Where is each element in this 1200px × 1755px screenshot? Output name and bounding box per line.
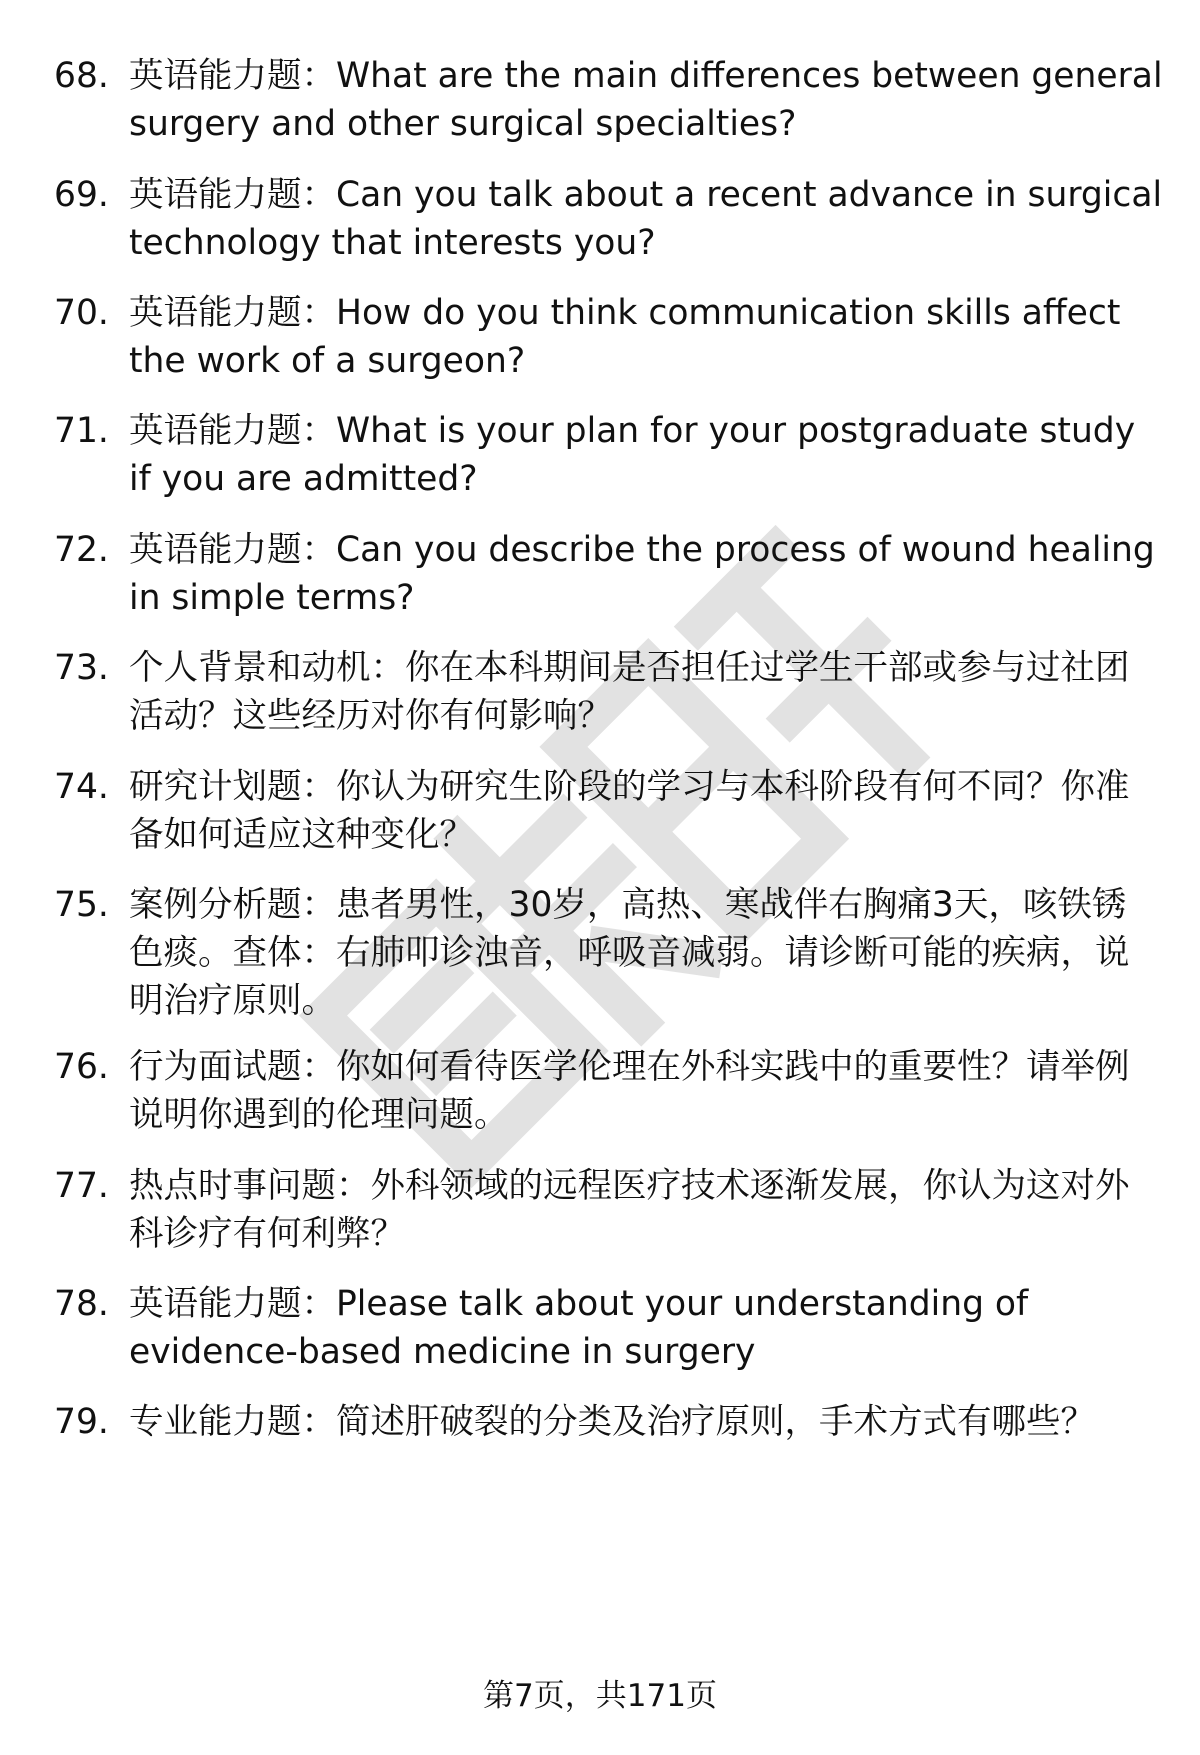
question-text: 英语能力题：What is your plan for your postgraduate study if you are admitted?	[129, 411, 1136, 499]
question-text: 研究计划题：你认为研究生阶段的学习与本科阶段有何不同？你准备如何适应这种变化？	[129, 767, 1130, 855]
question-number: 78.	[54, 1284, 109, 1324]
question-number: 76.	[54, 1047, 109, 1087]
question-number: 77.	[54, 1166, 109, 1206]
question-text: 英语能力题：Please talk about your understanding of evidence-based medicine in surgery	[129, 1284, 1029, 1372]
question-text: 英语能力题：How do you think communication skills affect the work of a surgeon?	[129, 293, 1121, 381]
page-footer: 第7页，共171页	[483, 1678, 717, 1714]
question-text: 专业能力题：简述肝破裂的分类及治疗原则，手术方式有哪些？	[129, 1402, 1095, 1442]
question-number: 70.	[54, 293, 109, 333]
question-number: 75.	[54, 885, 109, 925]
question-number: 74.	[54, 767, 109, 807]
question-text: 热点时事问题：外科领域的远程医疗技术逐渐发展，你认为这对外科诊疗有何利弊？	[129, 1166, 1130, 1254]
question-text: 行为面试题：你如何看待医学伦理在外科实践中的重要性？请举例说明你遇到的伦理问题。	[129, 1047, 1130, 1135]
question-text: 案例分析题：患者男性，30岁，高热、寒战伴右胸痛3天，咳铁锈色痰。查体：右肺叩诊浊音，呼吸音减弱。请诊断可能的疾病，说明治疗原则。	[129, 885, 1130, 1021]
question-number: 73.	[54, 648, 109, 688]
question-number: 72.	[54, 530, 109, 570]
question-text: 英语能力题：Can you talk about a recent advance in surgical technology that interests you?	[129, 175, 1163, 263]
question-text: 个人背景和动机：你在本科期间是否担任过学生干部或参与过社团活动？这些经历对你有何影响？	[129, 648, 1130, 736]
question-number: 69.	[54, 175, 109, 215]
question-number: 71.	[54, 411, 109, 451]
question-number: 68.	[54, 56, 109, 96]
question-number: 79.	[54, 1402, 109, 1442]
question-text: 英语能力题：What are the main differences between general surgery and other surgical specialties?	[129, 56, 1163, 144]
question-text: 英语能力题：Can you describe the process of wound healing in simple terms?	[129, 530, 1155, 618]
